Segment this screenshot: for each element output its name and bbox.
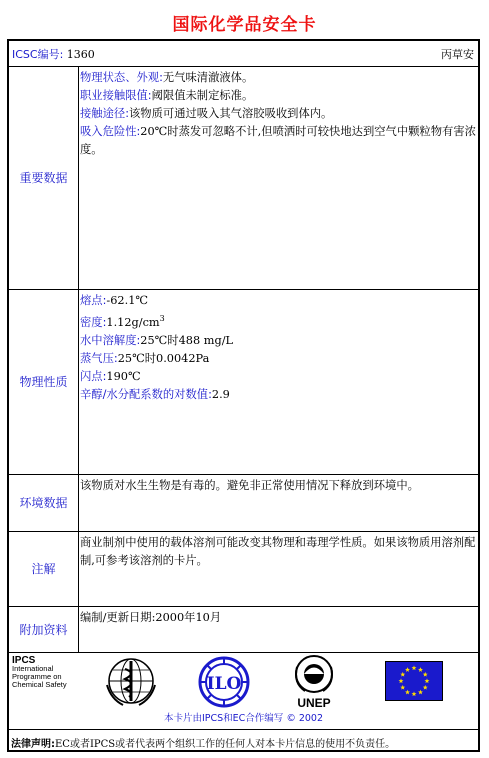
- physical-item: 密度$:1.12g/cm^3$: [80, 314, 165, 329]
- section-label-notes: 注解: [31, 562, 56, 576]
- divider: [78, 531, 79, 606]
- section-content-physical: [80, 292, 476, 404]
- ipcs-block: IPCS International Programme on Chemical Safety: [12, 655, 67, 689]
- section-label-physical: 物理性质: [19, 375, 68, 389]
- page-title: 国际化学品安全卡: [172, 15, 317, 35]
- safety-card: [7, 39, 480, 752]
- svg-text:ILO: ILO: [206, 674, 242, 694]
- footer-note: 本卡片由IPCS和EC合作编写 © 2002: [163, 713, 324, 724]
- legal-label: 法律声明:: [11, 739, 55, 750]
- physical-item: 闪点:190℃: [80, 369, 141, 383]
- section-label-environment: 环境数据: [19, 496, 68, 510]
- section-content-important: [80, 69, 476, 159]
- important-item: 接触途径:该物质可通过吸入其气溶胶吸收到体内。: [80, 107, 333, 120]
- divider: [78, 66, 79, 289]
- divider: [9, 729, 478, 730]
- important-item: 职业接触限值:阈限值未制定标准。: [80, 89, 254, 102]
- important-item: 吸入危险性:20℃时蒸发可忽略不计,但喷洒时可较快地达到空气中颗粒物有害浓度。: [80, 125, 476, 156]
- divider: [78, 606, 79, 652]
- icsc-label: ICSC编号:: [12, 48, 64, 61]
- divider: [9, 606, 478, 607]
- divider: [78, 474, 79, 531]
- icsc-number: [12, 46, 95, 62]
- ilo-emblem-icon: [197, 655, 251, 709]
- chemical-name: 丙草安: [441, 48, 474, 61]
- physical-item: 蒸气压:25℃时0.0042Pa: [80, 351, 210, 365]
- who-emblem-icon: [105, 655, 157, 707]
- divider: [9, 66, 478, 67]
- icsc-value: 1360: [66, 48, 95, 61]
- divider: [9, 531, 478, 532]
- unep-emblem-icon: [291, 653, 337, 711]
- section-content-environment: 该物质对水生生物是有毒的。避免非正常使用情况下释放到环境中。: [80, 479, 419, 492]
- section-content-notes: 商业制剂中使用的载体溶剂可能改变其物理和毒理学性质。如果该物质用溶剂配制,可参考该溶剂的卡片。: [80, 536, 476, 567]
- legal-statement: [11, 735, 395, 750]
- section-label-additional: 附加资料: [19, 622, 68, 637]
- ipcs-abbr: IPCS: [12, 655, 36, 666]
- divider: [9, 474, 478, 475]
- eu-flag-icon: [385, 661, 443, 701]
- section-content-additional: 编制/更新日期:2000年10月: [80, 611, 222, 624]
- section-label-important: 重要数据: [19, 171, 68, 185]
- physical-item: 熔点:-62.1℃: [80, 294, 149, 307]
- divider: [78, 289, 79, 474]
- physical-item: 辛醇/水分配系数的对数值:2.9: [80, 387, 230, 401]
- divider: [9, 652, 478, 653]
- svg-text:UNEP: UNEP: [297, 696, 331, 710]
- legal-text: EC或者IPCS或者代表两个组织工作的任何人对本卡片信息的使用不负责任。: [55, 739, 396, 750]
- divider: [9, 289, 478, 290]
- physical-item: 水中溶解度:25℃时488 mg/L: [80, 333, 234, 347]
- important-item: 物理状态、外观:无气味清澈液体。: [80, 71, 254, 84]
